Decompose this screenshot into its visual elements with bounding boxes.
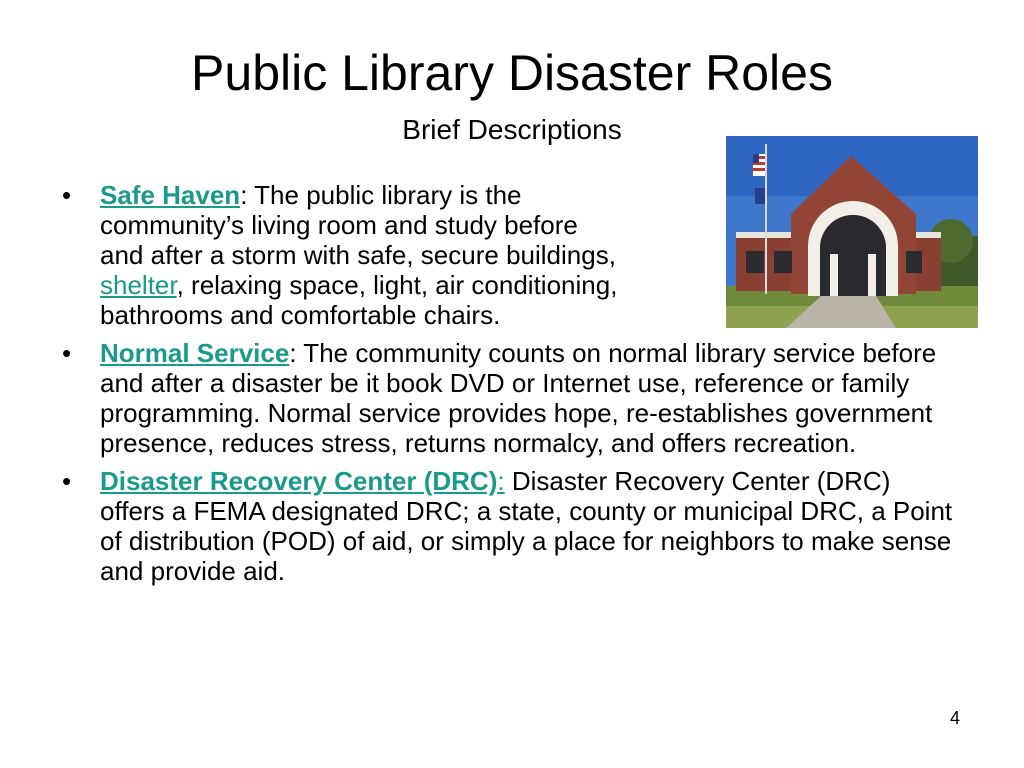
bullet-normal-service <box>62 338 962 458</box>
normal-service-text: : The community counts on normal library service before and after a disaster be it book DVD or Internet use, reference or family programming. Normal service provides hope, re-establishes government presence, reduces stress, returns normalcy, and offers recreation. <box>100 338 937 458</box>
page-number: 4 <box>950 708 961 728</box>
drc-text: Disaster Recovery Center (DRC) offers a FEMA designated DRC; a state, county or municipal DRC, a Point of distribution (POD) of aid, or simply a place for neighbors to make sense and provide aid. <box>100 466 953 586</box>
bullet-marker: • <box>62 338 72 368</box>
normal-service-link[interactable]: Normal Service <box>100 338 290 368</box>
safe-haven-text-1: : The public library is the <box>240 180 522 210</box>
bullet-drc <box>62 466 962 586</box>
bullet-marker: • <box>62 180 72 210</box>
drc-colon-link[interactable]: : <box>497 466 505 496</box>
slide-title: Public Library Disaster Roles <box>191 45 833 101</box>
safe-haven-text-4: , relaxing space, light, air conditioning, <box>176 270 618 300</box>
bullet-safe-haven <box>62 180 962 330</box>
safe-haven-text-2: community’s living room and study before <box>100 210 578 240</box>
shelter-link[interactable]: shelter <box>100 270 177 300</box>
safe-haven-link[interactable]: Safe Haven <box>100 180 241 210</box>
slide-subtitle: Brief Descriptions <box>402 114 622 145</box>
safe-haven-text-3: and after a storm with safe, secure buildings, <box>100 240 616 270</box>
bullet-marker: • <box>62 466 72 496</box>
bullet-list <box>62 180 962 594</box>
safe-haven-text-5: bathrooms and comfortable chairs. <box>100 300 501 330</box>
drc-link[interactable]: Disaster Recovery Center (DRC) <box>100 466 498 496</box>
